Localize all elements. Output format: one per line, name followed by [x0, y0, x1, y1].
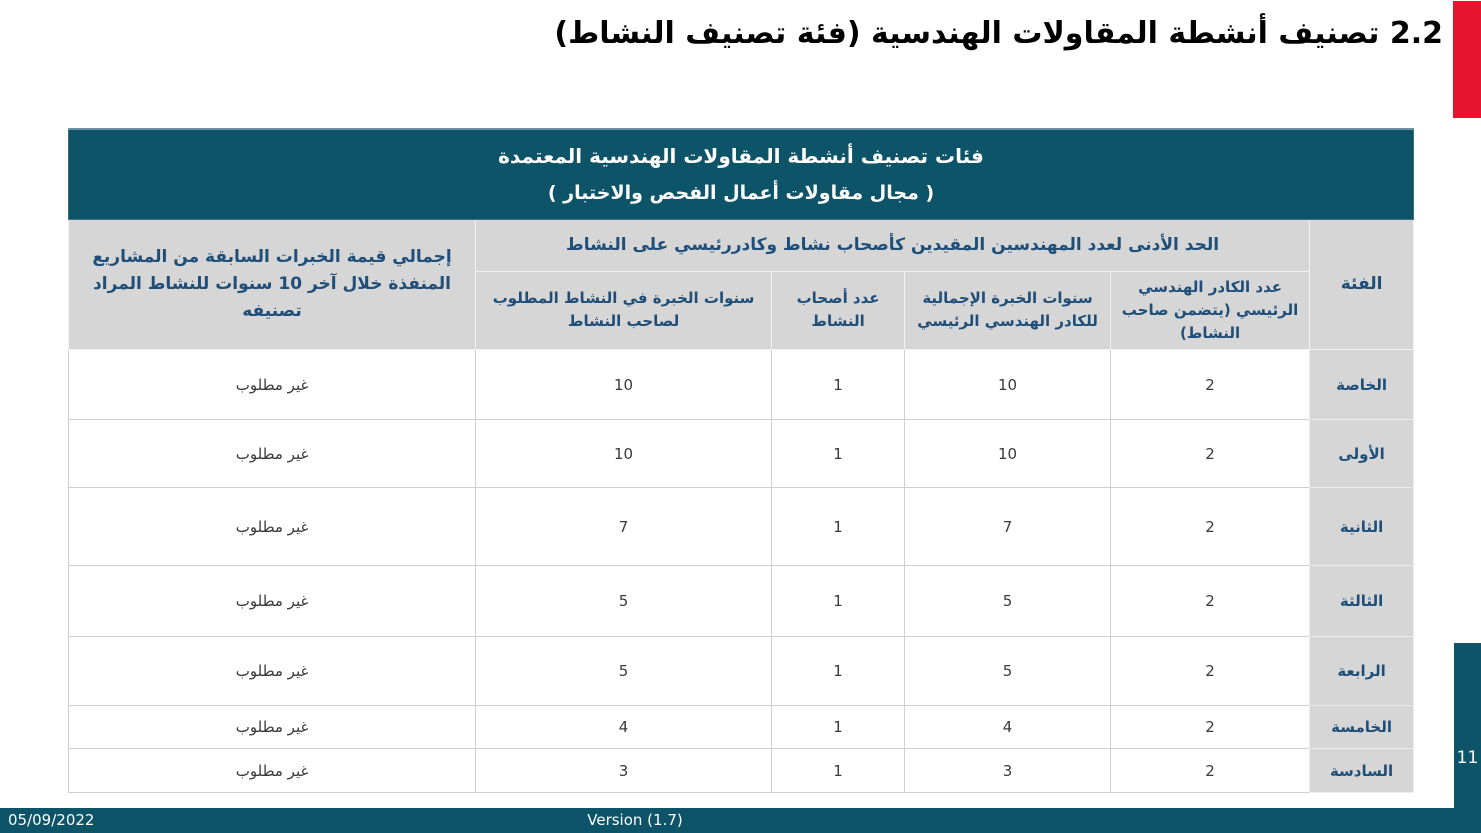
total-experience-cell: 5: [905, 566, 1111, 637]
total-experience-cell: 7: [905, 488, 1111, 566]
column-header-total-experience: سنوات الخبرة الإجمالية للكادر الهندسي الرئيسي: [905, 271, 1111, 350]
footer-date: 05/09/2022: [8, 811, 95, 829]
previous-projects-cell: غير مطلوب: [69, 488, 476, 566]
owner-experience-cell: 5: [476, 566, 772, 637]
category-cell: الأولى: [1310, 420, 1414, 488]
previous-projects-cell: غير مطلوب: [69, 566, 476, 637]
table-title-cell: [69, 129, 1414, 219]
page-number: 11: [1456, 748, 1479, 768]
owners-count-cell: 1: [772, 566, 905, 637]
category-cell: الخاصة: [1310, 350, 1414, 420]
group-header-row: [69, 219, 1414, 271]
total-experience-cell: 5: [905, 637, 1111, 706]
owner-experience-cell: 4: [476, 706, 772, 749]
table-row: [69, 566, 1414, 637]
owners-count-cell: 1: [772, 706, 905, 749]
footer-bar: [0, 808, 1481, 833]
table-title-line1: فئات تصنيف أنشطة المقاولات الهندسية المعتمدة: [498, 144, 984, 169]
previous-projects-cell: غير مطلوب: [69, 350, 476, 420]
owners-count-cell: 1: [772, 637, 905, 706]
column-header-previous-projects: إجمالي قيمة الخبرات السابقة من المشاريع المنفذة خلال آخر 10 سنوات للنشاط المراد تصنيفه: [69, 219, 476, 350]
main-cadre-cell: 2: [1111, 566, 1310, 637]
column-header-owner-experience: سنوات الخبرة في النشاط المطلوب لصاحب النشاط: [476, 271, 772, 350]
category-cell: الثانية: [1310, 488, 1414, 566]
classification-table: [68, 128, 1414, 793]
main-cadre-cell: 2: [1111, 706, 1310, 749]
table-row: [69, 488, 1414, 566]
main-cadre-cell: 2: [1111, 637, 1310, 706]
column-header-main-cadre: عدد الكادر الهندسي الرئيسي (يتضمن صاحب النشاط): [1111, 271, 1310, 350]
total-experience-cell: 4: [905, 706, 1111, 749]
table-row: [69, 706, 1414, 749]
classification-table-wrap: [68, 128, 1413, 793]
main-cadre-cell: 2: [1111, 749, 1310, 793]
main-cadre-cell: 2: [1111, 488, 1310, 566]
table-title-line2: ( مجال مقاولات أعمال الفحص والاختبار ): [547, 182, 935, 205]
table-title-row: [69, 129, 1414, 219]
total-experience-cell: 3: [905, 749, 1111, 793]
previous-projects-cell: غير مطلوب: [69, 637, 476, 706]
owners-count-cell: 1: [772, 420, 905, 488]
table-row: [69, 637, 1414, 706]
table-row: [69, 350, 1414, 420]
owner-experience-cell: 10: [476, 420, 772, 488]
category-cell: الثالثة: [1310, 566, 1414, 637]
total-experience-cell: 10: [905, 420, 1111, 488]
table-row: [69, 749, 1414, 793]
main-cadre-cell: 2: [1111, 350, 1310, 420]
total-experience-cell: 10: [905, 350, 1111, 420]
owner-experience-cell: 3: [476, 749, 772, 793]
page-title: 2.2 تصنيف أنشطة المقاولات الهندسية (فئة تصنيف النشاط): [554, 16, 1443, 51]
category-cell: الرابعة: [1310, 637, 1414, 706]
category-cell: السادسة: [1310, 749, 1414, 793]
column-header-group-min-engineers: الحد الأدنى لعدد المهندسين المقيدين كأصحاب نشاط وكادررئيسي على النشاط: [476, 219, 1310, 271]
red-accent-bar: [1453, 1, 1481, 118]
owner-experience-cell: 5: [476, 637, 772, 706]
table-row: [69, 420, 1414, 488]
category-cell: الخامسة: [1310, 706, 1414, 749]
owners-count-cell: 1: [772, 350, 905, 420]
previous-projects-cell: غير مطلوب: [69, 420, 476, 488]
previous-projects-cell: غير مطلوب: [69, 749, 476, 793]
page-number-tab: [1454, 643, 1481, 833]
owners-count-cell: 1: [772, 488, 905, 566]
main-cadre-cell: 2: [1111, 420, 1310, 488]
footer-version: Version (1.7): [587, 811, 683, 829]
owner-experience-cell: 7: [476, 488, 772, 566]
column-header-category: الفئة: [1310, 219, 1414, 350]
column-header-owners-count: عدد أصحاب النشاط: [772, 271, 905, 350]
previous-projects-cell: غير مطلوب: [69, 706, 476, 749]
owners-count-cell: 1: [772, 749, 905, 793]
owner-experience-cell: 10: [476, 350, 772, 420]
